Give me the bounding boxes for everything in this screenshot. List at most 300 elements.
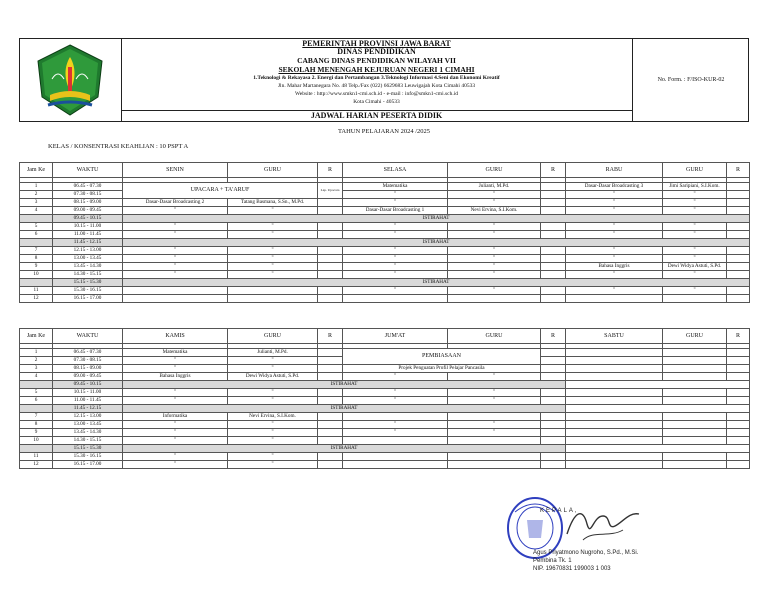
table-cell <box>663 461 727 469</box>
table-cell: " <box>123 421 228 429</box>
table-cell: " <box>123 255 228 263</box>
signature-name: Agus Priyatmono Nugroho, S.Pd., M.Si. <box>533 550 639 556</box>
table-cell: " <box>566 191 663 199</box>
table-row <box>20 429 750 437</box>
table-cell: " <box>448 373 541 381</box>
table-cell <box>663 365 727 373</box>
table-cell: 07.30 - 08.15 <box>53 357 123 365</box>
table-cell: 7 <box>20 413 53 421</box>
table-cell: " <box>448 263 541 271</box>
logo-cell <box>20 39 122 121</box>
table-cell: " <box>123 453 228 461</box>
table-cell: " <box>343 191 448 199</box>
table-cell <box>566 413 663 421</box>
table-cell <box>541 453 566 461</box>
table-row <box>20 295 750 303</box>
table-cell <box>541 365 566 373</box>
table-cell <box>20 215 53 223</box>
col-selasa: SELASA <box>343 163 448 178</box>
table-cell: 8 <box>20 255 53 263</box>
table-cell <box>663 413 727 421</box>
table-cell <box>566 405 750 413</box>
table-cell <box>663 389 727 397</box>
table-cell <box>566 421 663 429</box>
table-cell: Tatang Basmana, S.Sn., M.Pd. <box>228 199 318 207</box>
table-cell: " <box>663 191 727 199</box>
table-cell: " <box>343 271 448 279</box>
jawa-barat-logo <box>20 39 121 121</box>
table-cell: Dewi Widya Astuti, S.Pd. <box>663 263 727 271</box>
table-cell: Matematika <box>343 183 448 191</box>
table-cell: 14.30 - 15.15 <box>53 437 123 445</box>
table-cell: 11.45 - 12.15 <box>53 405 123 413</box>
table-cell <box>541 461 566 469</box>
table-cell <box>318 271 343 279</box>
table-cell <box>566 389 663 397</box>
col-guru: GURU <box>228 163 318 178</box>
table-cell: " <box>343 429 448 437</box>
table-cell: 15.15 - 15.30 <box>53 445 123 453</box>
table-cell: 12.15 - 13.00 <box>53 247 123 255</box>
table-cell: " <box>343 255 448 263</box>
table-cell <box>318 437 343 445</box>
table-cell: Dasar-Dasar Broadcasting 1 <box>343 207 448 215</box>
table-cell <box>541 413 566 421</box>
table-header <box>20 163 750 178</box>
signature-rank: Pembina Tk. 1 <box>533 558 572 564</box>
table-cell: " <box>228 453 318 461</box>
table-row <box>20 461 750 469</box>
table-cell <box>663 349 727 357</box>
table-cell: Dasar-Dasar Broadcasting 2 <box>123 199 228 207</box>
table-cell: ISTIRAHAT <box>123 239 750 247</box>
table-cell <box>541 271 566 279</box>
table-cell <box>20 381 53 389</box>
table-cell <box>727 389 750 397</box>
table-cell: 6 <box>20 231 53 239</box>
table-cell <box>566 295 663 303</box>
table-header <box>20 329 750 344</box>
table-cell: ISTIRAHAT <box>123 279 750 287</box>
table-cell: Dasar-Dasar Broadcasting 3 <box>566 183 663 191</box>
table-row <box>20 255 750 263</box>
table-cell <box>318 247 343 255</box>
table-cell: 2 <box>20 357 53 365</box>
table-cell: " <box>566 255 663 263</box>
table-cell: 10 <box>20 271 53 279</box>
address-text: Jln. Mahar Martanegara No. 48 Telp./Fax (022) 6629683 Leuwigajah Kota Cimahi 40533 <box>277 83 476 89</box>
table-cell <box>566 365 663 373</box>
gov-name: PEMERINTAH PROVINSI JAWA BARAT <box>302 39 451 48</box>
table-cell: " <box>448 397 541 405</box>
table-cell: " <box>343 421 448 429</box>
table-cell <box>566 349 663 357</box>
table-cell: " <box>448 191 541 199</box>
table-cell <box>318 287 343 295</box>
table-cell <box>318 223 343 231</box>
table-row <box>20 183 750 191</box>
table-cell: 12 <box>20 461 53 469</box>
schedule-table-mon-wed <box>19 162 750 303</box>
table-cell <box>541 421 566 429</box>
table-cell: " <box>663 207 727 215</box>
website-text: Website : http://www.smkn1-cmi.sch.id - e-mail : info@smkn1-cmi.sch.id <box>295 91 458 97</box>
break-row <box>20 215 750 223</box>
p5-cell: Projek Penguatan Profil Pelajar Pancasila <box>343 365 541 373</box>
break-row <box>20 279 750 287</box>
table-cell: " <box>448 287 541 295</box>
pembiasaan-cell: PEMBIASAAN <box>343 349 541 365</box>
table-cell <box>727 287 750 295</box>
table-cell <box>318 453 343 461</box>
table-cell: 08.15 - 09.00 <box>53 199 123 207</box>
table-cell <box>727 207 750 215</box>
table-cell <box>20 239 53 247</box>
table-cell: 06.45 - 07.30 <box>53 349 123 357</box>
table-cell: " <box>566 231 663 239</box>
table-cell <box>318 421 343 429</box>
table-cell <box>566 381 750 389</box>
table-cell: 1 <box>20 183 53 191</box>
table-cell: " <box>448 255 541 263</box>
table-row <box>20 365 750 373</box>
table-cell: Matematika <box>123 349 228 357</box>
table-cell <box>663 421 727 429</box>
table-cell <box>318 207 343 215</box>
room-cell: Lap. Upacara <box>318 183 343 199</box>
table-cell: Bahasa Inggris <box>566 263 663 271</box>
table-cell <box>318 255 343 263</box>
table-cell <box>448 437 541 445</box>
table-row <box>20 389 750 397</box>
table-cell: " <box>228 223 318 231</box>
table-cell: " <box>566 271 663 279</box>
table-cell <box>318 231 343 239</box>
dept-name: DINAS PENDIDIKAN <box>337 47 416 56</box>
table-cell: 12 <box>20 295 53 303</box>
table-cell: 6 <box>20 397 53 405</box>
table-cell: 5 <box>20 223 53 231</box>
break-row <box>20 239 750 247</box>
table-cell <box>448 461 541 469</box>
signature-title: KEPALA, <box>540 508 579 514</box>
col-r: R <box>318 163 343 178</box>
table-cell: " <box>123 429 228 437</box>
table-cell: " <box>448 389 541 397</box>
table-cell: 10.15 - 11.00 <box>53 223 123 231</box>
table-cell: Julianti, M.Pd. <box>228 349 318 357</box>
table-cell: 09.00 - 09.45 <box>53 207 123 215</box>
table-row <box>20 271 750 279</box>
table-row <box>20 373 750 381</box>
table-cell: " <box>123 247 228 255</box>
table-cell <box>541 397 566 405</box>
table-cell <box>727 397 750 405</box>
table-cell: " <box>228 365 318 373</box>
table-cell <box>318 295 343 303</box>
col-jam: Jam Ke <box>20 329 53 344</box>
col-sabtu: SABTU <box>566 329 663 344</box>
table-row <box>20 207 750 215</box>
table-cell: Jimi Saripiani, S.I.Kom. <box>663 183 727 191</box>
table-cell: " <box>228 397 318 405</box>
table-cell: " <box>228 207 318 215</box>
table-cell <box>123 287 228 295</box>
break-row <box>20 445 750 453</box>
table-cell <box>727 429 750 437</box>
table-cell <box>541 429 566 437</box>
table-cell: " <box>343 199 448 207</box>
table-cell: 15.15 - 15.30 <box>53 279 123 287</box>
signature-block <box>505 492 675 582</box>
table-cell <box>318 365 343 373</box>
table-cell <box>566 373 663 381</box>
table-cell <box>566 357 663 365</box>
table-cell: 11 <box>20 287 53 295</box>
academic-year: TAHUN PELAJARAN 2024 /2025 <box>337 128 431 135</box>
table-cell: ISTIRAHAT <box>123 381 566 389</box>
table-cell <box>318 349 343 357</box>
table-cell <box>228 287 318 295</box>
table-cell: " <box>123 365 228 373</box>
table-cell: " <box>228 389 318 397</box>
table-cell: " <box>123 271 228 279</box>
table-cell <box>727 247 750 255</box>
table-cell: 5 <box>20 389 53 397</box>
break-row <box>20 381 750 389</box>
table-cell <box>541 231 566 239</box>
table-cell: Dewi Widya Astuti, S.Pd. <box>228 373 318 381</box>
city-text: Kota Cimahi - 40533 <box>353 99 400 105</box>
table-cell <box>343 453 448 461</box>
table-cell <box>318 373 343 381</box>
table-cell: 8 <box>20 421 53 429</box>
table-cell <box>20 405 53 413</box>
table-cell: Julianti, M.Pd. <box>448 183 541 191</box>
table-cell: Nevi Ervina, S.I.Kom. <box>228 413 318 421</box>
table-cell <box>566 397 663 405</box>
table-cell: " <box>566 223 663 231</box>
table-cell <box>663 373 727 381</box>
table-cell <box>663 453 727 461</box>
table-cell: " <box>123 263 228 271</box>
table-cell <box>727 263 750 271</box>
table-cell: " <box>663 199 727 207</box>
table-cell: ISTIRAHAT <box>123 445 566 453</box>
table-cell: " <box>343 231 448 239</box>
col-r: R <box>318 329 343 344</box>
table-row <box>20 413 750 421</box>
table-cell <box>541 357 566 365</box>
table-cell: " <box>228 357 318 365</box>
table-cell: 11.00 - 11.45 <box>53 231 123 239</box>
class-label: KELAS / KONSENTRASI KEAHLIAN : 10 PSPT A <box>48 143 189 150</box>
table-cell <box>20 445 53 453</box>
col-r: R <box>541 329 566 344</box>
table-cell: " <box>228 271 318 279</box>
table-cell: " <box>343 373 448 381</box>
table-cell <box>448 413 541 421</box>
table-cell: " <box>448 429 541 437</box>
table-cell: " <box>566 199 663 207</box>
table-cell <box>343 461 448 469</box>
table-cell <box>318 263 343 271</box>
table-cell <box>727 421 750 429</box>
table-cell: 7 <box>20 247 53 255</box>
table-cell <box>727 453 750 461</box>
col-waktu: WAKTU <box>53 329 123 344</box>
table-cell <box>541 191 566 199</box>
table-cell: 11.00 - 11.45 <box>53 397 123 405</box>
table-cell: 13.45 - 14.30 <box>53 263 123 271</box>
table-cell: " <box>448 247 541 255</box>
table-cell: 11.45 - 12.15 <box>53 239 123 247</box>
table-cell <box>343 413 448 421</box>
table-cell: " <box>123 357 228 365</box>
table-cell: 3 <box>20 199 53 207</box>
table-cell <box>448 295 541 303</box>
table-cell <box>566 461 663 469</box>
table-cell <box>541 437 566 445</box>
table-cell: 15.30 - 16.15 <box>53 287 123 295</box>
table-row <box>20 349 750 357</box>
table-cell <box>541 295 566 303</box>
table-cell: " <box>566 207 663 215</box>
table-cell: 14.30 - 15.15 <box>53 271 123 279</box>
table-cell: Nevi Ervina, S.I.Kom. <box>448 207 541 215</box>
table-cell: " <box>448 421 541 429</box>
table-row <box>20 223 750 231</box>
table-cell: " <box>228 263 318 271</box>
col-senin: SENIN <box>123 163 228 178</box>
table-cell: " <box>663 223 727 231</box>
table-cell <box>566 437 663 445</box>
table-cell: Informatika <box>123 413 228 421</box>
table-cell: 1 <box>20 349 53 357</box>
table-cell: 13.00 - 13.45 <box>53 255 123 263</box>
table-cell: 16.15 - 17.00 <box>53 295 123 303</box>
col-kamis: KAMIS <box>123 329 228 344</box>
table-cell: " <box>448 231 541 239</box>
table-cell: " <box>228 461 318 469</box>
branch-name: CABANG DINAS PENDIDIKAN WILAYAH VII <box>297 56 456 65</box>
table-cell <box>448 453 541 461</box>
table-cell <box>727 365 750 373</box>
table-cell: 9 <box>20 263 53 271</box>
table-cell: " <box>343 223 448 231</box>
table-cell: " <box>228 437 318 445</box>
table-cell: " <box>123 223 228 231</box>
table-row <box>20 231 750 239</box>
table-cell <box>663 357 727 365</box>
document-title: JADWAL HARIAN PESERTA DIDIK <box>121 110 632 121</box>
signature-nip: NIP. 19670831 199003 1 003 <box>533 566 611 572</box>
table-cell: " <box>343 263 448 271</box>
table-cell: " <box>343 389 448 397</box>
table-cell: " <box>663 255 727 263</box>
table-cell <box>727 255 750 263</box>
table-cell <box>663 397 727 405</box>
table-cell <box>566 445 750 453</box>
upacara-cell: UPACARA + TA'ARUF <box>123 183 318 199</box>
table-cell: ISTIRAHAT <box>123 215 750 223</box>
table-row <box>20 421 750 429</box>
table-cell: 2 <box>20 191 53 199</box>
school-name: SEKOLAH MENENGAH KEJURUAN NEGERI 1 CIMAHI <box>278 65 475 74</box>
table-cell: " <box>663 271 727 279</box>
table-cell <box>541 247 566 255</box>
table-cell: 09.45 - 10.15 <box>53 381 123 389</box>
table-cell <box>663 437 727 445</box>
table-row <box>20 287 750 295</box>
col-guru: GURU <box>228 329 318 344</box>
table-cell: " <box>123 231 228 239</box>
table-cell: 4 <box>20 373 53 381</box>
table-cell: " <box>228 247 318 255</box>
table-cell <box>727 373 750 381</box>
table-cell: " <box>123 389 228 397</box>
table-cell: " <box>123 461 228 469</box>
table-cell <box>663 295 727 303</box>
table-cell <box>123 295 228 303</box>
table-cell: 3 <box>20 365 53 373</box>
table-cell: 08.15 - 09.00 <box>53 365 123 373</box>
col-guru: GURU <box>448 329 541 344</box>
table-cell: " <box>663 247 727 255</box>
table-cell: " <box>566 247 663 255</box>
table-cell: " <box>343 247 448 255</box>
table-cell: " <box>123 207 228 215</box>
table-cell: " <box>663 287 727 295</box>
table-cell <box>318 357 343 365</box>
table-cell: " <box>663 231 727 239</box>
table-cell <box>727 349 750 357</box>
col-guru: GURU <box>663 163 727 178</box>
col-guru: GURU <box>448 163 541 178</box>
table-cell: " <box>228 429 318 437</box>
table-row <box>20 199 750 207</box>
table-cell <box>541 389 566 397</box>
table-cell: 07.30 - 08.15 <box>53 191 123 199</box>
col-guru: GURU <box>663 329 727 344</box>
table-row <box>20 263 750 271</box>
table-cell <box>541 349 566 357</box>
col-waktu: WAKTU <box>53 163 123 178</box>
table-cell <box>727 295 750 303</box>
table-cell <box>541 255 566 263</box>
table-cell: 15.30 - 16.15 <box>53 453 123 461</box>
table-row <box>20 397 750 405</box>
table-cell <box>566 453 663 461</box>
table-cell: " <box>228 421 318 429</box>
table-cell: 4 <box>20 207 53 215</box>
table-cell: " <box>448 223 541 231</box>
table-cell: 12.15 - 13.00 <box>53 413 123 421</box>
table-cell <box>343 295 448 303</box>
table-cell: 06.45 - 07.30 <box>53 183 123 191</box>
table-cell: " <box>566 287 663 295</box>
table-cell <box>727 271 750 279</box>
table-cell <box>727 413 750 421</box>
table-cell <box>541 287 566 295</box>
table-cell <box>541 207 566 215</box>
table-cell <box>727 199 750 207</box>
table-cell <box>663 429 727 437</box>
table-cell: 11 <box>20 453 53 461</box>
col-jumat: JUM'AT <box>343 329 448 344</box>
table-cell: 10 <box>20 437 53 445</box>
table-cell: " <box>123 437 228 445</box>
